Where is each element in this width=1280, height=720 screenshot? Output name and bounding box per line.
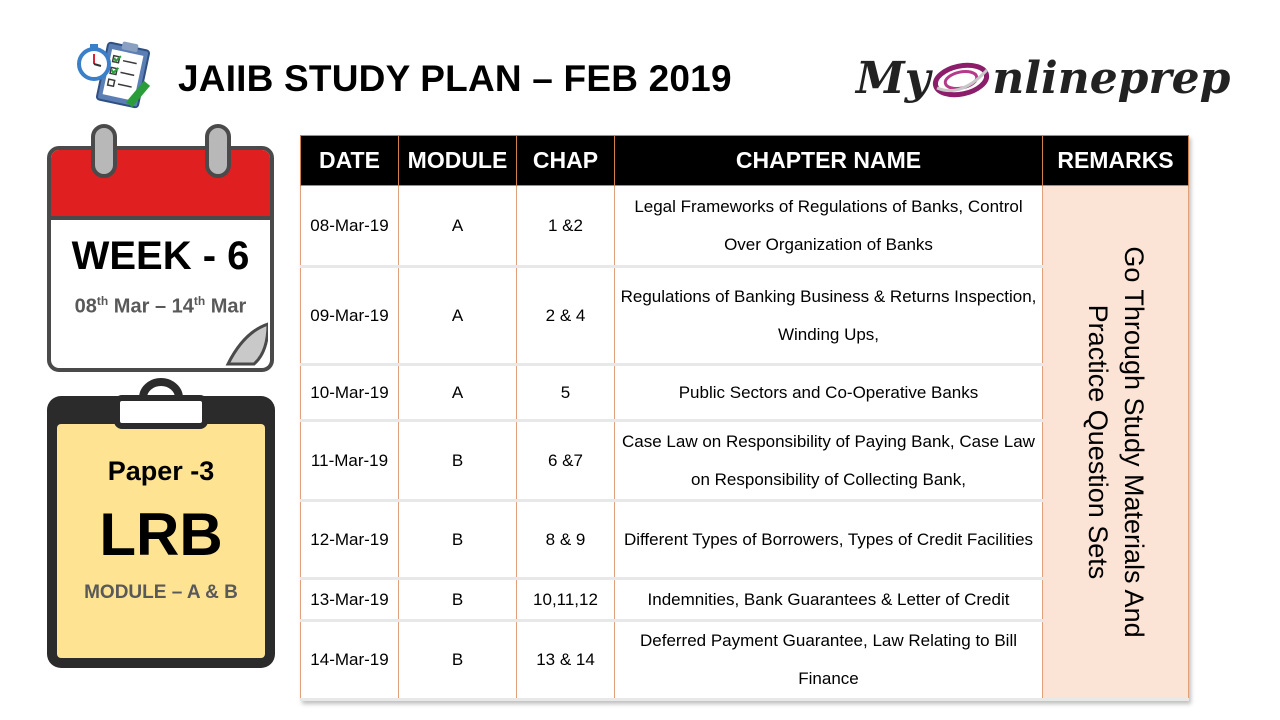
header-chap: CHAP xyxy=(517,136,615,186)
calendar-header-bar xyxy=(51,150,270,220)
myonlineprep-logo xyxy=(856,48,1230,108)
cell-chapter-name: Public Sectors and Co-Operative Banks xyxy=(615,365,1043,421)
logo-o-swoosh-icon xyxy=(931,56,991,100)
paper-modules: MODULE – A & B xyxy=(84,582,238,603)
header-chapter-name: CHAPTER NAME xyxy=(615,136,1043,186)
remarks-text: Go Through Study Materials And Practice Question Sets xyxy=(1082,246,1149,638)
week-calendar xyxy=(47,124,274,372)
cell-date: 12-Mar-19 xyxy=(301,501,399,579)
remarks-cell xyxy=(1043,186,1189,700)
cell-chapter-name: Indemnities, Bank Guarantees & Letter of Credit xyxy=(615,579,1043,621)
header-remarks: REMARKS xyxy=(1043,136,1189,186)
header-date: DATE xyxy=(301,136,399,186)
checklist-clock-icon xyxy=(76,40,160,112)
cell-chap: 2 & 4 xyxy=(517,267,615,365)
cell-chap: 6 &7 xyxy=(517,421,615,501)
cell-chapter-name: Case Law on Responsibility of Paying Bank, Case Law on Responsibility of Collecting Bank, xyxy=(615,421,1043,501)
paper-clipboard xyxy=(47,378,275,668)
calendar-ring-left xyxy=(91,124,117,178)
cell-date: 11-Mar-19 xyxy=(301,421,399,501)
page-title: JAIIB STUDY PLAN – FEB 2019 xyxy=(178,58,732,99)
clipboard-clip-icon xyxy=(109,378,213,434)
paper-code: LRB xyxy=(99,501,223,568)
cell-chapter-name: Different Types of Borrowers, Types of Credit Facilities xyxy=(615,501,1043,579)
cell-chapter-name: Legal Frameworks of Regulations of Banks, Control Over Organization of Banks xyxy=(615,186,1043,267)
cell-module: A xyxy=(399,267,517,365)
header-module: MODULE xyxy=(399,136,517,186)
cell-chap: 8 & 9 xyxy=(517,501,615,579)
cell-module: B xyxy=(399,421,517,501)
logo-suffix: nlineprep xyxy=(992,52,1231,104)
cell-chap: 1 &2 xyxy=(517,186,615,267)
cell-module: B xyxy=(399,621,517,700)
cell-chap: 5 xyxy=(517,365,615,421)
study-plan-table xyxy=(300,135,1189,701)
cell-date: 13-Mar-19 xyxy=(301,579,399,621)
table-header-row xyxy=(301,136,1189,186)
week-date-range: 08th Mar – 14th Mar xyxy=(74,294,247,318)
cell-module: B xyxy=(399,579,517,621)
cell-chap: 13 & 14 xyxy=(517,621,615,700)
week-title: WEEK - 6 xyxy=(71,234,250,278)
paper-number: Paper -3 xyxy=(107,456,215,486)
cell-date: 09-Mar-19 xyxy=(301,267,399,365)
cell-module: A xyxy=(399,186,517,267)
page-curl-icon xyxy=(224,322,268,366)
table-row xyxy=(301,186,1189,267)
cell-date: 08-Mar-19 xyxy=(301,186,399,267)
logo-prefix: My xyxy=(856,52,931,104)
calendar-ring-right xyxy=(205,124,231,178)
cell-chapter-name: Regulations of Banking Business & Returns Inspection, Winding Ups, xyxy=(615,267,1043,365)
cell-module: B xyxy=(399,501,517,579)
cell-date: 14-Mar-19 xyxy=(301,621,399,700)
cell-chap: 10,11,12 xyxy=(517,579,615,621)
cell-chapter-name: Deferred Payment Guarantee, Law Relating to Bill Finance xyxy=(615,621,1043,700)
cell-date: 10-Mar-19 xyxy=(301,365,399,421)
cell-module: A xyxy=(399,365,517,421)
